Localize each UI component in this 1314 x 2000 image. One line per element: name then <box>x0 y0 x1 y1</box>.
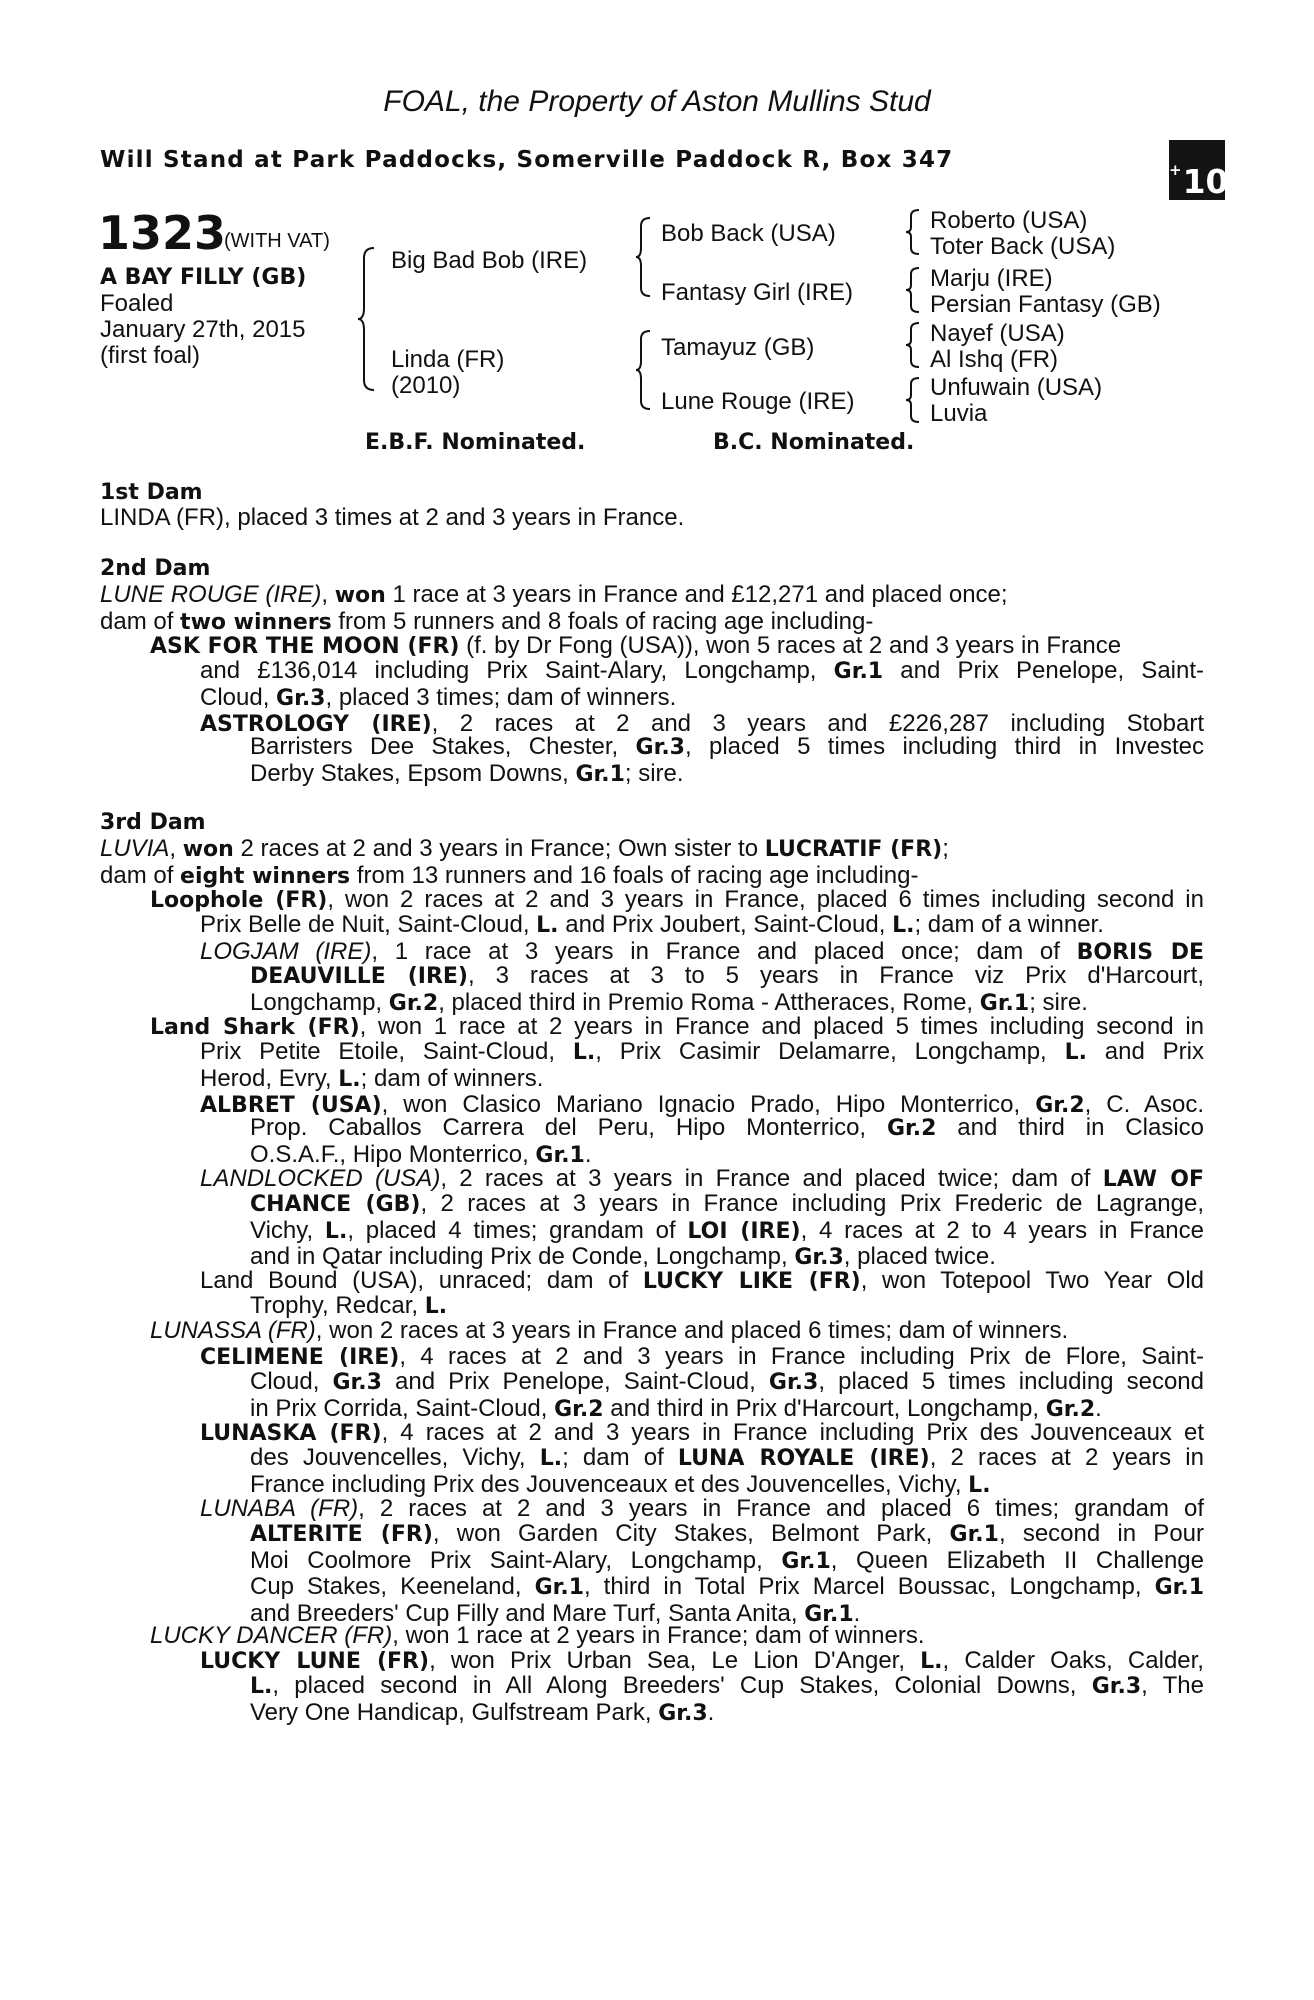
sdd: Persian Fantasy (GB) <box>930 291 1161 318</box>
pedigree-brace-sd <box>906 266 922 314</box>
dss: Nayef (USA) <box>930 320 1065 347</box>
page-title: FOAL, the Property of Aston Mullins Stud <box>383 85 931 118</box>
stand-location: Will Stand at Park Paddocks, Somerville Paddock R, Box 347 <box>100 147 954 173</box>
produce-entry-cont: ALTERITE (FR), won Garden City Stakes, Belmont Park, Gr.1, second in Pour Moi Coolmore Prix Saint-Alary, Longchamp, Gr.1, Queen Elizabeth II Challenge Cup Stakes, Keeneland, Gr.1, third in Total Prix Marcel Boussac, Longchamp, Gr.1 and Breeders' Cup Filly and Mare Turf, Santa Anita, Gr.1. <box>250 1520 1205 1627</box>
sire: Big Bad Bob (IRE) <box>391 247 588 274</box>
produce-entry-cont: Prix Petite Etoile, Saint-Cloud, L., Prix Casimir Delamarre, Longchamp, L. and Prix Herod, Evry, L.; dam of winners. ALBRET (USA), won Clasico Mariano Ignacio Prado, Hipo Monterrico, Gr.2, C. Asoc. <box>200 1038 1205 1118</box>
produce-entry: LUNABA (FR), 2 races at 2 and 3 years in France and placed 6 times; grandam of <box>200 1495 1204 1522</box>
first-foal-note: (first foal) <box>100 342 201 369</box>
horse-name: LANDLOCKED (USA) <box>200 1165 441 1192</box>
horse-name: Loophole (FR) <box>150 888 328 913</box>
produce-entry-cont: and £136,014 including Prix Saint-Alary, Longchamp, Gr.1 and Prix Penelope, Saint- Cloud, Gr.3, placed 3 times; dam of winners. ASTROLOGY (IRE), 2 races at 2 and 3 years and £226,287 including Stobart <box>200 657 1205 737</box>
third-dam-heading: 3rd Dam <box>100 810 206 835</box>
produce-entry-cont: des Jouvencelles, Vichy, L.; dam of LUNA ROYALE (IRE), 2 races at 2 years in France including Prix des Jouvenceaux et des Jouvencelles, Vichy, L. <box>250 1444 1204 1498</box>
second-dam-heading: 2nd Dam <box>100 556 211 581</box>
foaled-label: Foaled <box>100 290 174 317</box>
produce-entry-cont: Trophy, Redcar, L. <box>250 1292 448 1319</box>
horse-name: LUCKY DANCER (FR) <box>150 1622 393 1649</box>
produce-entry: LUCKY DANCER (FR), won 1 race at 2 years in France; dam of winners. <box>150 1622 925 1649</box>
first-dam-text: LINDA (FR), placed 3 times at 2 and 3 years in France. <box>100 504 685 531</box>
horse-name: CELIMENE (IRE) <box>200 1345 400 1370</box>
pedigree-brace-ss <box>906 208 922 256</box>
catalogue-badge <box>1169 140 1229 201</box>
badge-plus: + <box>1169 161 1182 179</box>
horse-name: LUNASKA (FR) <box>200 1421 382 1446</box>
sire-dam: Fantasy Girl (IRE) <box>661 279 854 306</box>
produce-entry-cont: L., placed second in All Along Breeders' Cup Stakes, Colonial Downs, Gr.3, The Very One Handicap, Gulfstream Park, Gr.3. <box>250 1672 1204 1726</box>
sire-sire: Bob Back (USA) <box>661 220 836 247</box>
dam-dam: Lune Rouge (IRE) <box>661 388 855 415</box>
ebf-nominated: E.B.F. Nominated. <box>365 430 586 455</box>
second-dam-line1: LUNE ROUGE (IRE), won 1 race at 3 years in France and £12,271 and placed once; dam of two winners from 5 runners and 8 foals of racing age including- <box>100 581 1008 635</box>
dds: Unfuwain (USA) <box>930 374 1103 401</box>
horse-name: LUNABA (FR) <box>200 1495 359 1522</box>
dam-name: LUVIA <box>100 835 170 862</box>
horse-name: Land Shark (FR) <box>150 1015 360 1040</box>
pedigree-brace-sire <box>636 216 654 298</box>
produce-entry: CELIMENE (IRE), 4 races at 2 and 3 years in France including Prix de Flore, Saint- <box>200 1343 1204 1370</box>
dam: Linda (FR) <box>391 346 505 373</box>
produce-entry-cont: Barristers Dee Stakes, Chester, Gr.3, placed 5 times including third in Investec Derby Stakes, Epsom Downs, Gr.1; sire. <box>250 733 1205 787</box>
produce-entry: Land Shark (FR), won 1 race at 2 years in France and placed 5 times including second in <box>150 1013 1204 1040</box>
badge-number: 10 <box>1182 162 1229 201</box>
third-dam-text: LUVIA, won 2 races at 2 and 3 years in France; Own sister to LUCRATIF (FR); dam of eight winners from 13 runners and 16 foals of racing age including- <box>100 835 949 889</box>
bc-nominated: B.C. Nominated. <box>713 430 915 455</box>
ssd: Toter Back (USA) <box>930 233 1116 260</box>
horse-name: LUNASSA (FR) <box>150 1317 316 1344</box>
pedigree-brace-ds <box>906 321 922 369</box>
produce-entry: LANDLOCKED (USA), 2 races at 3 years in France and placed twice; dam of LAW OF <box>200 1165 1204 1192</box>
first-dam-heading: 1st Dam <box>100 480 203 505</box>
horse-name: LUCKY LUNE (FR) <box>200 1649 430 1674</box>
produce-entry: LUNASKA (FR), 4 races at 2 and 3 years in France including Prix des Jouvenceaux et <box>200 1419 1204 1446</box>
produce-entry-cont: CHANCE (GB), 2 races at 3 years in France including Prix Frederic de Lagrange, Vichy, L., placed 4 times; grandam of LOI (IRE), 4 races at 2 to 4 years in France and in Qatar including Prix de Conde, Longchamp, Gr.3, placed twice. <box>250 1190 1205 1270</box>
lot-name: A BAY FILLY (GB) <box>100 265 307 290</box>
sds: Marju (IRE) <box>930 265 1053 292</box>
produce-entry: LUCKY LUNE (FR), won Prix Urban Sea, Le Lion D'Anger, L., Calder Oaks, Calder, <box>200 1647 1204 1674</box>
sss: Roberto (USA) <box>930 207 1088 234</box>
pedigree-brace-dam <box>636 329 654 411</box>
dam-name: LUNE ROUGE (IRE) <box>100 581 322 608</box>
horse-name: ASK FOR THE MOON (FR) <box>150 634 460 659</box>
horse-name: ALBRET (USA) <box>200 1093 382 1118</box>
horse-name: ASTROLOGY (IRE) <box>200 712 432 737</box>
produce-entry-cont: DEAUVILLE (IRE), 3 races at 3 to 5 years in France viz Prix d'Harcourt, Longchamp, Gr.2, placed third in Premio Roma - Attheraces, Rome, Gr.1; sire. <box>250 962 1204 1016</box>
produce-entry: Land Bound (USA), unraced; dam of LUCKY LIKE (FR), won Totepool Two Year Old <box>200 1267 1205 1294</box>
dsd: Al Ishq (FR) <box>930 346 1059 373</box>
pedigree-brace-main <box>358 246 378 392</box>
produce-entry: Loophole (FR), won 2 races at 2 and 3 years in France, placed 6 times including second in <box>150 886 1204 913</box>
horse-name: LOGJAM (IRE) <box>200 937 372 965</box>
dam-sire: Tamayuz (GB) <box>661 334 815 361</box>
foaled-date: January 27th, 2015 <box>100 316 306 343</box>
produce-entry: ASK FOR THE MOON (FR) (f. by Dr Fong (USA)), won 5 races at 2 and 3 years in France <box>150 632 1122 659</box>
produce-entry-cont: Prix Belle de Nuit, Saint-Cloud, L. and Prix Joubert, Saint-Cloud, L.; dam of a winner. LOGJAM (IRE), 1 race at 3 years in France and placed once; dam of BORIS DE <box>200 911 1205 965</box>
dam-year: (2010) <box>391 372 461 399</box>
pedigree-brace-dd <box>906 376 922 424</box>
vat-label: (WITH VAT) <box>224 230 330 252</box>
produce-entry-cont: Cloud, Gr.3 and Prix Penelope, Saint-Cloud, Gr.3, placed 5 times including second in Prix Corrida, Saint-Cloud, Gr.2 and third in Prix d'Harcourt, Longchamp, Gr.2. <box>250 1368 1204 1422</box>
ddd: Luvia <box>930 400 988 427</box>
produce-entry-cont: Prop. Caballos Carrera del Peru, Hipo Monterrico, Gr.2 and third in Clasico O.S.A.F., Hipo Monterrico, Gr.1. <box>250 1114 1205 1168</box>
lot-number: 1323 <box>98 206 227 260</box>
produce-entry: LUNASSA (FR), won 2 races at 3 years in France and placed 6 times; dam of winners. <box>150 1317 1069 1344</box>
